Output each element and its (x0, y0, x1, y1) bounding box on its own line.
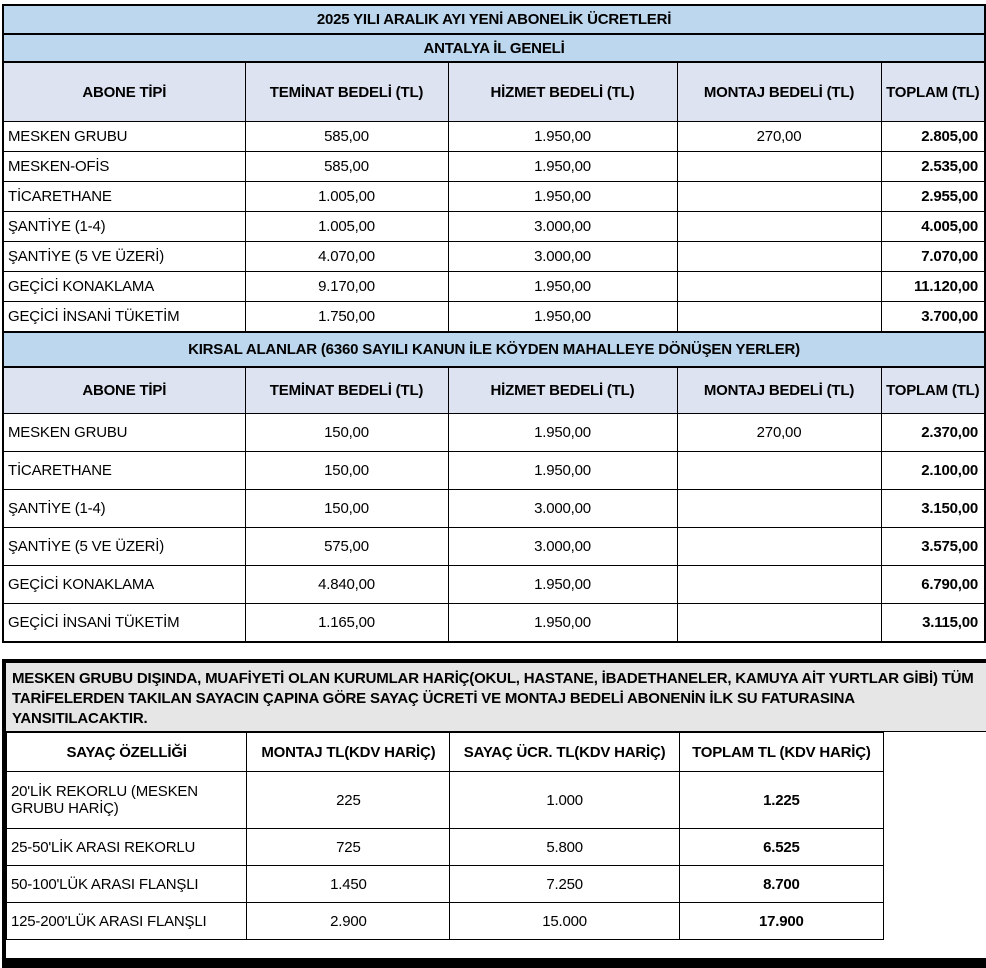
subscription-fee-table (2, 4, 986, 643)
table-row (7, 903, 884, 940)
table-row (3, 34, 985, 62)
abone-tipi-cell: ŞANTİYE (5 VE ÜZERİ) (3, 528, 245, 566)
hizmet-cell: 1.950,00 (448, 414, 677, 452)
teminat-cell: 575,00 (245, 528, 448, 566)
abone-tipi-cell: GEÇİCİ İNSANİ TÜKETİM (3, 604, 245, 643)
toplam-cell: 2.535,00 (881, 152, 985, 182)
abone-tipi-cell: MESKEN-OFİS (3, 152, 245, 182)
hizmet-cell: 3.000,00 (448, 242, 677, 272)
table-row (3, 414, 985, 452)
meter-fee-section (2, 659, 986, 968)
montaj-cell (677, 528, 881, 566)
toplam-cell: 6.790,00 (881, 566, 985, 604)
teminat-cell: 4.840,00 (245, 566, 448, 604)
montaj-cell: 270,00 (677, 122, 881, 152)
table-row (3, 332, 985, 367)
table-row (3, 302, 985, 333)
col-header-toplam: TOPLAM (TL) (881, 62, 985, 122)
meter-fee-table (6, 732, 884, 940)
hizmet-cell: 3.000,00 (448, 490, 677, 528)
teminat-cell: 1.165,00 (245, 604, 448, 643)
teminat-cell: 585,00 (245, 122, 448, 152)
table-row (3, 212, 985, 242)
table-row (3, 566, 985, 604)
sayac-ucreti-cell: 7.250 (450, 866, 679, 903)
hizmet-cell: 1.950,00 (448, 566, 677, 604)
abone-tipi-cell: MESKEN GRUBU (3, 122, 245, 152)
table-row (3, 182, 985, 212)
sayac-ucreti-cell: 5.800 (450, 829, 679, 866)
montaj-cell (677, 302, 881, 333)
region-title: ANTALYA İL GENELİ (3, 34, 985, 62)
table-row (3, 490, 985, 528)
table-row (7, 772, 884, 829)
teminat-cell: 585,00 (245, 152, 448, 182)
sayac-ozelligi-cell: 20'LİK REKORLU (MESKEN GRUBU HARİÇ) (7, 772, 247, 829)
table-row (3, 528, 985, 566)
col-header-montaj: MONTAJ BEDELİ (TL) (677, 367, 881, 414)
montaj-cell (677, 272, 881, 302)
hizmet-cell: 3.000,00 (448, 528, 677, 566)
toplam-cell: 11.120,00 (881, 272, 985, 302)
teminat-cell: 150,00 (245, 414, 448, 452)
montaj-cell: 2.900 (247, 903, 450, 940)
toplam-cell: 3.115,00 (881, 604, 985, 643)
montaj-cell (677, 566, 881, 604)
table-row (3, 5, 985, 34)
col-header-toplam-tl: TOPLAM TL (KDV HARİÇ) (679, 733, 883, 772)
montaj-cell (677, 490, 881, 528)
teminat-cell: 150,00 (245, 490, 448, 528)
col-header-abone-tipi: ABONE TİPİ (3, 62, 245, 122)
montaj-cell: 225 (247, 772, 450, 829)
toplam-cell: 8.700 (679, 866, 883, 903)
abone-tipi-cell: ŞANTİYE (1-4) (3, 490, 245, 528)
toplam-cell: 2.955,00 (881, 182, 985, 212)
table-row (3, 152, 985, 182)
table-row (3, 272, 985, 302)
meter-note: MESKEN GRUBU DIŞINDA, MUAFİYETİ OLAN KURUMLAR HARİÇ(OKUL, HASTANE, İBADETHANELER, KAMUYA AİT YURTLAR GİBİ) TÜM TARİFELERDEN TAKILAN SAYACIN ÇAPINA GÖRE SAYAÇ ÜCRETİ VE MONTAJ BEDELİ ABONENİN İLK SU FATURASINA YANSITILACAKTIR. (6, 659, 986, 732)
table-header-row (7, 733, 884, 772)
col-header-sayac-ozelligi: SAYAÇ ÖZELLİĞİ (7, 733, 247, 772)
sayac-ucreti-cell: 15.000 (450, 903, 679, 940)
montaj-cell: 270,00 (677, 414, 881, 452)
toplam-cell: 2.805,00 (881, 122, 985, 152)
montaj-cell: 1.450 (247, 866, 450, 903)
col-header-toplam: TOPLAM (TL) (881, 367, 985, 414)
toplam-cell: 2.370,00 (881, 414, 985, 452)
col-header-hizmet: HİZMET BEDELİ (TL) (448, 367, 677, 414)
sayac-ozelligi-cell: 125-200'LÜK ARASI FLANŞLI (7, 903, 247, 940)
table-header-row (3, 367, 985, 414)
hizmet-cell: 1.950,00 (448, 152, 677, 182)
toplam-cell: 3.700,00 (881, 302, 985, 333)
document-title: 2025 YILI ARALIK AYI YENİ ABONELİK ÜCRETLERİ (3, 5, 985, 34)
table-row (7, 829, 884, 866)
montaj-cell (677, 212, 881, 242)
montaj-cell (677, 152, 881, 182)
abone-tipi-cell: TİCARETHANE (3, 452, 245, 490)
table-header-row (3, 62, 985, 122)
toplam-cell: 7.070,00 (881, 242, 985, 272)
montaj-cell (677, 452, 881, 490)
toplam-cell: 2.100,00 (881, 452, 985, 490)
abone-tipi-cell: GEÇİCİ KONAKLAMA (3, 566, 245, 604)
hizmet-cell: 1.950,00 (448, 452, 677, 490)
footer-spacer (6, 940, 986, 958)
toplam-cell: 4.005,00 (881, 212, 985, 242)
abone-tipi-cell: ŞANTİYE (1-4) (3, 212, 245, 242)
abone-tipi-cell: GEÇİCİ İNSANİ TÜKETİM (3, 302, 245, 333)
montaj-cell: 725 (247, 829, 450, 866)
col-header-teminat: TEMİNAT BEDELİ (TL) (245, 367, 448, 414)
col-header-hizmet: HİZMET BEDELİ (TL) (448, 62, 677, 122)
montaj-cell (677, 242, 881, 272)
hizmet-cell: 1.950,00 (448, 302, 677, 333)
col-header-sayac-ucr: SAYAÇ ÜCR. TL(KDV HARİÇ) (450, 733, 679, 772)
col-header-montaj: MONTAJ BEDELİ (TL) (677, 62, 881, 122)
section-gap (2, 643, 986, 659)
sayac-ozelligi-cell: 50-100'LÜK ARASI FLANŞLI (7, 866, 247, 903)
teminat-cell: 1.750,00 (245, 302, 448, 333)
hizmet-cell: 1.950,00 (448, 604, 677, 643)
hizmet-cell: 1.950,00 (448, 182, 677, 212)
abone-tipi-cell: MESKEN GRUBU (3, 414, 245, 452)
teminat-cell: 9.170,00 (245, 272, 448, 302)
col-header-montaj-tl: MONTAJ TL(KDV HARİÇ) (247, 733, 450, 772)
hizmet-cell: 3.000,00 (448, 212, 677, 242)
rural-section-title: KIRSAL ALANLAR (6360 SAYILI KANUN İLE KÖYDEN MAHALLEYE DÖNÜŞEN YERLER) (3, 332, 985, 367)
hizmet-cell: 1.950,00 (448, 272, 677, 302)
abone-tipi-cell: TİCARETHANE (3, 182, 245, 212)
table-row (7, 866, 884, 903)
table-row (3, 122, 985, 152)
toplam-cell: 3.150,00 (881, 490, 985, 528)
hizmet-cell: 1.950,00 (448, 122, 677, 152)
teminat-cell: 1.005,00 (245, 182, 448, 212)
teminat-cell: 4.070,00 (245, 242, 448, 272)
sayac-ucreti-cell: 1.000 (450, 772, 679, 829)
table-row (3, 452, 985, 490)
table-row (3, 604, 985, 643)
teminat-cell: 150,00 (245, 452, 448, 490)
teminat-cell: 1.005,00 (245, 212, 448, 242)
sayac-ozelligi-cell: 25-50'LİK ARASI REKORLU (7, 829, 247, 866)
montaj-cell (677, 604, 881, 643)
toplam-cell: 6.525 (679, 829, 883, 866)
toplam-cell: 1.225 (679, 772, 883, 829)
abone-tipi-cell: GEÇİCİ KONAKLAMA (3, 272, 245, 302)
toplam-cell: 17.900 (679, 903, 883, 940)
abone-tipi-cell: ŞANTİYE (5 VE ÜZERİ) (3, 242, 245, 272)
table-row (3, 242, 985, 272)
col-header-teminat: TEMİNAT BEDELİ (TL) (245, 62, 448, 122)
toplam-cell: 3.575,00 (881, 528, 985, 566)
col-header-abone-tipi: ABONE TİPİ (3, 367, 245, 414)
montaj-cell (677, 182, 881, 212)
